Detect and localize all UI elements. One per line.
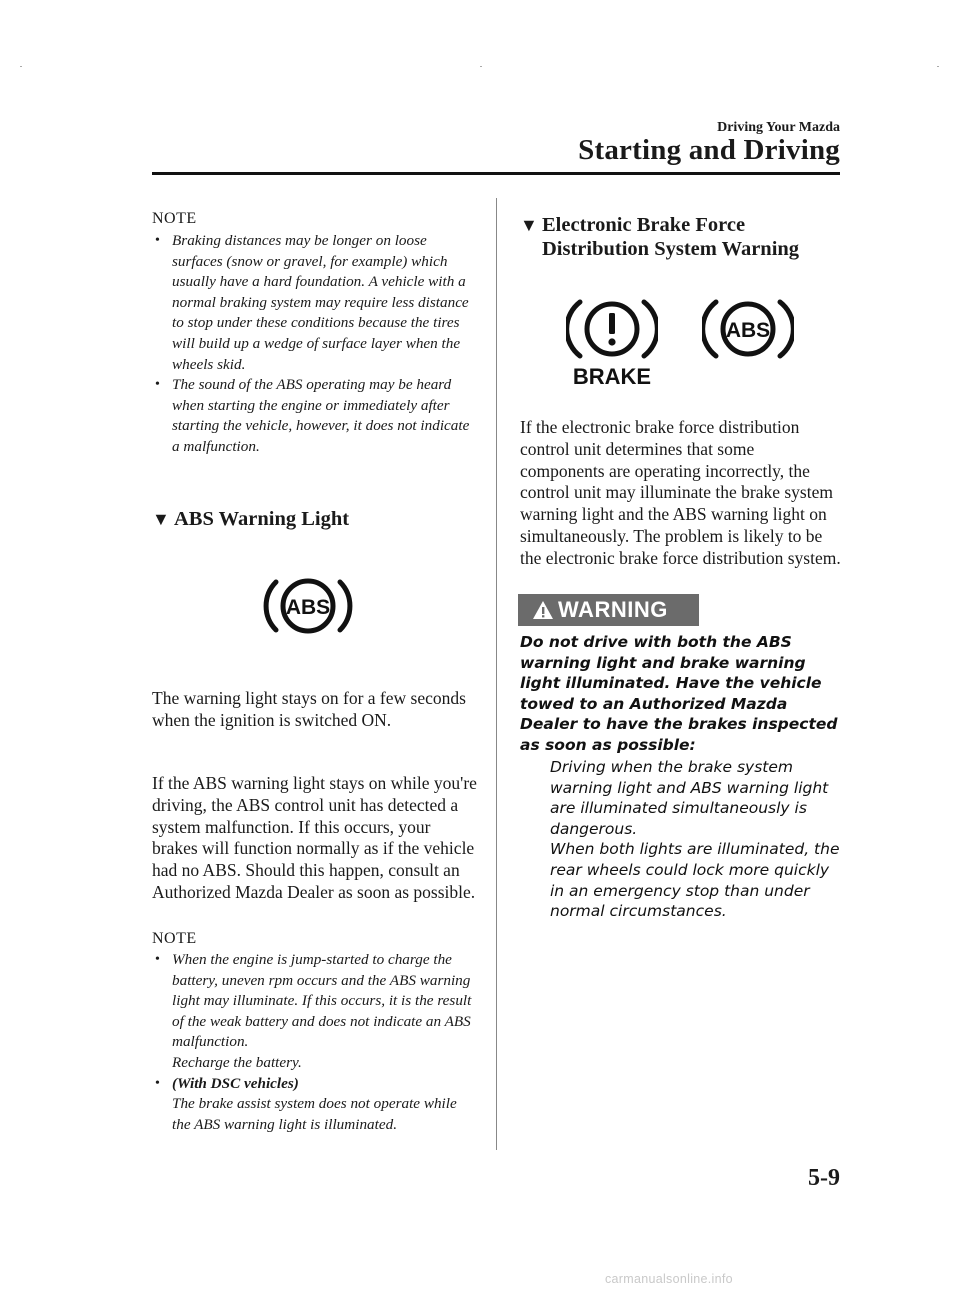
footer-watermark: carmanualsonline.info: [605, 1272, 733, 1286]
note-block-1: [152, 210, 472, 458]
warning-badge: [518, 594, 699, 626]
brake-bracket-left: [567, 302, 580, 356]
registration-mark: [480, 66, 482, 67]
brake-icon-text: BRAKE: [572, 364, 652, 388]
column-divider: [496, 198, 497, 1150]
chapter-title: Starting and Driving: [578, 134, 840, 166]
warning-details: [550, 757, 842, 922]
abs-warning-icon: [702, 296, 794, 364]
registration-mark: [20, 66, 22, 67]
abs-icon-text: ABS: [285, 596, 331, 619]
page-number: 5-9: [808, 1165, 840, 1191]
brake-warning-icon: [566, 296, 658, 388]
warning-triangle-icon: [532, 600, 554, 620]
abs-section-heading: ▼ ABS Warning Light: [152, 508, 350, 530]
abs-bracket-right: [780, 302, 793, 356]
chapter-subtitle: Driving Your Mazda: [717, 120, 840, 135]
note-block-2: [152, 930, 472, 1135]
abs-bracket-left: [266, 582, 276, 630]
warning-detail: Driving when the brake system warning light and ABS warning light are illuminated simultaneously is dangerous.: [550, 758, 829, 838]
exclamation-bar: [609, 313, 615, 334]
note-item: • When the engine is jump-started to charge the battery, uneven rpm occurs and the ABS warning light may illuminate. If this occurs, it is the result of the weak battery and does not indicate an ABS malfunction. Recharge the battery.: [152, 950, 472, 1074]
triangle-down-icon: ▼: [520, 215, 538, 235]
triangle-down-icon: ▼: [152, 509, 170, 529]
abs-bracket-left: [703, 302, 716, 356]
ebd-section-heading: ▼ Electronic Brake Force Distribution System Warning: [520, 214, 800, 260]
abs-paragraph-2: If the ABS warning light stays on while you're driving, the ABS control unit has detected a system malfunction. If this occurs, your brakes will function normally as if the vehicle had no ABS. Should this happen, consult an Authorized Mazda Dealer as soon as possible.: [152, 773, 477, 902]
brake-bracket-right: [644, 302, 657, 356]
exclamation-dot: [608, 338, 615, 345]
abs-warning-icon: [262, 572, 354, 640]
note-label: NOTE: [152, 210, 197, 227]
abs-paragraph-1: The warning light stays on for a few seconds when the ignition is switched ON.: [152, 688, 466, 730]
note-label: NOTE: [152, 930, 197, 947]
ebd-paragraph: If the electronic brake force distribution control unit determines that some components are operating incorrectly, the control unit may illuminate the brake system warning light and the ABS warning light on simultaneously. The problem is likely to be the electronic brake force distribution system.: [520, 417, 841, 568]
warning-detail: When both lights are illuminated, the rear wheels could lock more quickly in an emergency stop than under normal circumstances.: [550, 840, 840, 921]
note-item: • The sound of the ABS operating may be heard when starting the engine or immediately after starting the vehicle, however, it does not indicate a malfunction.: [152, 375, 472, 457]
header-rule: [152, 172, 840, 175]
registration-mark: [937, 66, 939, 67]
note-item: • (With DSC vehicles) The brake assist system does not operate while the ABS warning light is illuminated.: [152, 1074, 472, 1136]
abs-icon-text: ABS: [725, 319, 771, 342]
note-item: • Braking distances may be longer on loose surfaces (snow or gravel, for example) which usually have a hard foundation. A vehicle with a normal braking system may require less distance to stop under these conditions because the tires will build up a wedge of surface layer when the wheels skid.: [152, 231, 472, 375]
warning-badge-label: WARNING: [558, 597, 668, 622]
abs-bracket-right: [340, 582, 350, 630]
warning-main-text: Do not drive with both the ABS warning light and brake warning light illuminated. Have the vehicle towed to an Authorized Mazda Dealer to have the brakes inspected as soon as possible:: [520, 633, 838, 754]
